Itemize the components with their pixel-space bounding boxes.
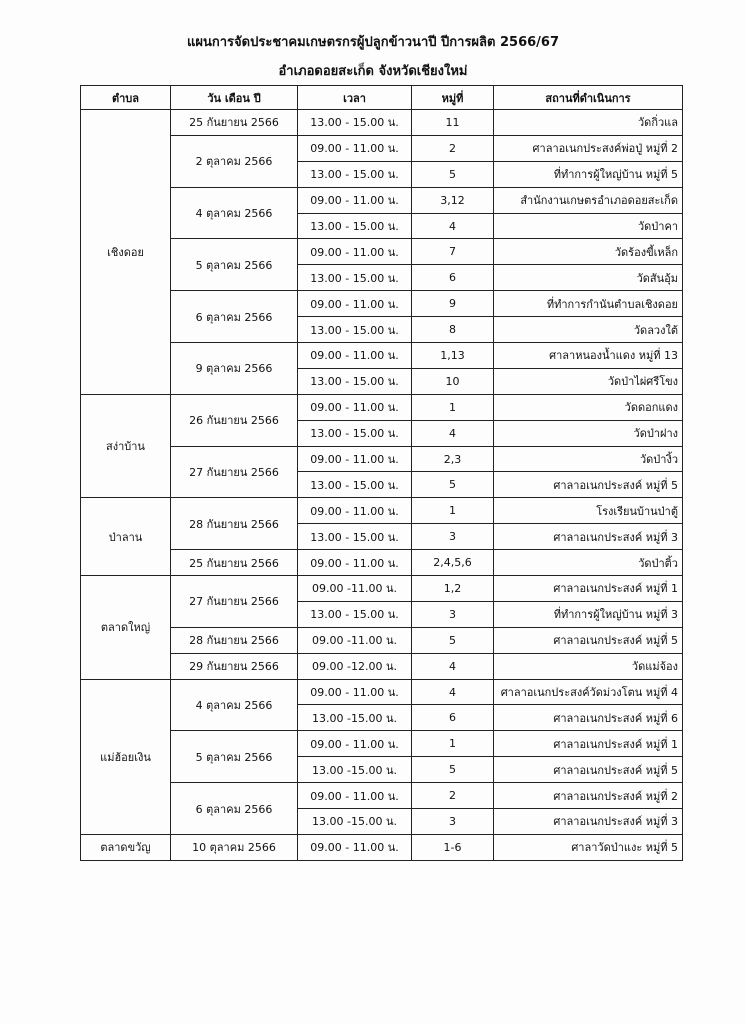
time-cell: 13.00 -15.00 น. — [298, 705, 412, 731]
time-cell: 09.00 - 11.00 น. — [298, 343, 412, 369]
time-cell: 13.00 - 15.00 น. — [298, 161, 412, 187]
place-cell: วัดป่าคา — [494, 213, 683, 239]
table-row — [81, 834, 683, 860]
time-cell: 09.00 - 11.00 น. — [298, 239, 412, 265]
time-cell: 09.00 -11.00 น. — [298, 627, 412, 653]
village-cell: 4 — [412, 679, 494, 705]
date-cell: 6 ตุลาคม 2566 — [171, 291, 298, 343]
village-cell: 4 — [412, 213, 494, 239]
date-cell: 29 กันยายน 2566 — [171, 653, 298, 679]
village-cell: 3 — [412, 524, 494, 550]
place-cell: วัดดอกแดง — [494, 394, 683, 420]
subdistrict-cell: เชิงดอย — [81, 110, 171, 395]
date-cell: 27 กันยายน 2566 — [171, 576, 298, 628]
place-cell: ศาลาอเนกประสงค์ หมู่ที่ 5 — [494, 472, 683, 498]
time-cell: 09.00 - 11.00 น. — [298, 679, 412, 705]
time-cell: 09.00 - 11.00 น. — [298, 498, 412, 524]
table-row — [81, 653, 683, 679]
village-cell: 3 — [412, 601, 494, 627]
village-cell: 4 — [412, 420, 494, 446]
document-title: แผนการจัดประชาคมเกษตรกรผู้ปลูกข้าวนาปี ปีการผลิต 2566/67 — [187, 35, 559, 50]
table-row — [81, 135, 683, 161]
village-cell: 8 — [412, 317, 494, 343]
place-cell: ที่ทำการผู้ใหญ่บ้าน หมู่ที่ 5 — [494, 161, 683, 187]
village-cell: 4 — [412, 653, 494, 679]
column-header-place: สถานที่ดำเนินการ — [494, 86, 683, 110]
place-cell: วัดแม่จ้อง — [494, 653, 683, 679]
village-cell: 5 — [412, 472, 494, 498]
date-cell: 5 ตุลาคม 2566 — [171, 731, 298, 783]
place-cell: ศาลาอเนกประสงค์ หมู่ที่ 1 — [494, 731, 683, 757]
place-cell: วัดป่างิ้ว — [494, 446, 683, 472]
village-cell: 1 — [412, 731, 494, 757]
place-cell: ศาลาวัดป่าแงะ หมู่ที่ 5 — [494, 834, 683, 860]
village-cell: 2 — [412, 783, 494, 809]
subdistrict-cell: แม่ฮ้อยเงิน — [81, 679, 171, 834]
time-cell: 13.00 -15.00 น. — [298, 757, 412, 783]
time-cell: 13.00 - 15.00 น. — [298, 265, 412, 291]
subdistrict-cell: ป่าลาน — [81, 498, 171, 576]
time-cell: 13.00 - 15.00 น. — [298, 110, 412, 136]
subdistrict-cell: ตลาดใหญ่ — [81, 576, 171, 680]
subdistrict-cell: ตลาดขวัญ — [81, 834, 171, 860]
time-cell: 09.00 - 11.00 น. — [298, 187, 412, 213]
place-cell: วัดร้องขี้เหล็ก — [494, 239, 683, 265]
time-cell: 09.00 - 11.00 น. — [298, 446, 412, 472]
date-cell: 4 ตุลาคม 2566 — [171, 187, 298, 239]
village-cell: 1-6 — [412, 834, 494, 860]
column-header-subdistrict: ตำบล — [81, 86, 171, 110]
place-cell: ที่ทำการกำนันตำบลเชิงดอย — [494, 291, 683, 317]
village-cell: 1 — [412, 498, 494, 524]
village-cell: 5 — [412, 627, 494, 653]
time-cell: 13.00 - 15.00 น. — [298, 368, 412, 394]
table-row — [81, 187, 683, 213]
place-cell: วัดลวงใต้ — [494, 317, 683, 343]
table-row — [81, 343, 683, 369]
place-cell: วัดป่าฝาง — [494, 420, 683, 446]
village-cell: 1 — [412, 394, 494, 420]
time-cell: 13.00 - 15.00 น. — [298, 317, 412, 343]
time-cell: 09.00 -11.00 น. — [298, 576, 412, 602]
date-cell: 6 ตุลาคม 2566 — [171, 783, 298, 835]
document-subtitle: อำเภอดอยสะเก็ด จังหวัดเชียงใหม่ — [278, 64, 468, 79]
date-cell: 28 กันยายน 2566 — [171, 627, 298, 653]
time-cell: 09.00 - 11.00 น. — [298, 834, 412, 860]
place-cell: ศาลาอเนกประสงค์ หมู่ที่ 3 — [494, 809, 683, 835]
time-cell: 13.00 -15.00 น. — [298, 809, 412, 835]
column-header-date: วัน เดือน ปี — [171, 86, 298, 110]
village-cell: 7 — [412, 239, 494, 265]
village-cell: 2,3 — [412, 446, 494, 472]
time-cell: 13.00 - 15.00 น. — [298, 213, 412, 239]
village-cell: 3 — [412, 809, 494, 835]
place-cell: ศาลาหนองน้ำแดง หมู่ที่ 13 — [494, 343, 683, 369]
place-cell: ศาลาอเนกประสงค์ หมู่ที่ 5 — [494, 627, 683, 653]
village-cell: 5 — [412, 161, 494, 187]
village-cell: 1,13 — [412, 343, 494, 369]
time-cell: 13.00 - 15.00 น. — [298, 601, 412, 627]
time-cell: 09.00 -12.00 น. — [298, 653, 412, 679]
date-cell: 26 กันยายน 2566 — [171, 394, 298, 446]
place-cell: สำนักงานเกษตรอำเภอดอยสะเก็ด — [494, 187, 683, 213]
village-cell: 10 — [412, 368, 494, 394]
table-row — [81, 679, 683, 705]
village-cell: 9 — [412, 291, 494, 317]
time-cell: 09.00 - 11.00 น. — [298, 394, 412, 420]
column-header-time: เวลา — [298, 86, 412, 110]
table-row — [81, 110, 683, 136]
subdistrict-cell: สง่าบ้าน — [81, 394, 171, 498]
place-cell: ศาลาอเนกประสงค์ หมู่ที่ 6 — [494, 705, 683, 731]
place-cell: ศาลาอเนกประสงค์ หมู่ที่ 5 — [494, 757, 683, 783]
time-cell: 13.00 - 15.00 น. — [298, 420, 412, 446]
table-header-row — [81, 86, 683, 110]
place-cell: โรงเรียนบ้านป่าตู้ — [494, 498, 683, 524]
village-cell: 6 — [412, 705, 494, 731]
village-cell: 3,12 — [412, 187, 494, 213]
time-cell: 09.00 - 11.00 น. — [298, 135, 412, 161]
village-cell: 11 — [412, 110, 494, 136]
column-header-village: หมู่ที่ — [412, 86, 494, 110]
date-cell: 9 ตุลาคม 2566 — [171, 343, 298, 395]
table-body — [81, 110, 683, 861]
village-cell: 1,2 — [412, 576, 494, 602]
table-row — [81, 394, 683, 420]
date-cell: 25 กันยายน 2566 — [171, 550, 298, 576]
date-cell: 10 ตุลาคม 2566 — [171, 834, 298, 860]
place-cell: วัดสันอุ้ม — [494, 265, 683, 291]
date-cell: 27 กันยายน 2566 — [171, 446, 298, 498]
village-cell: 5 — [412, 757, 494, 783]
time-cell: 09.00 - 11.00 น. — [298, 291, 412, 317]
village-cell: 2,4,5,6 — [412, 550, 494, 576]
place-cell: ศาลาอเนกประสงค์ หมู่ที่ 3 — [494, 524, 683, 550]
time-cell: 13.00 - 15.00 น. — [298, 524, 412, 550]
time-cell: 09.00 - 11.00 น. — [298, 550, 412, 576]
table-row — [81, 627, 683, 653]
schedule-table — [80, 85, 683, 861]
table-row — [81, 550, 683, 576]
place-cell: ศาลาอเนกประสงค์พ่อปู่ หมู่ที่ 2 — [494, 135, 683, 161]
table-row — [81, 291, 683, 317]
place-cell: ศาลาอเนกประสงค์ หมู่ที่ 1 — [494, 576, 683, 602]
place-cell: วัดป่าไผ่ศรีโขง — [494, 368, 683, 394]
table-row — [81, 498, 683, 524]
date-cell: 5 ตุลาคม 2566 — [171, 239, 298, 291]
date-cell: 25 กันยายน 2566 — [171, 110, 298, 136]
place-cell: วัดป่าติ้ว — [494, 550, 683, 576]
date-cell: 4 ตุลาคม 2566 — [171, 679, 298, 731]
village-cell: 6 — [412, 265, 494, 291]
time-cell: 09.00 - 11.00 น. — [298, 783, 412, 809]
table-row — [81, 783, 683, 809]
table-row — [81, 731, 683, 757]
date-cell: 28 กันยายน 2566 — [171, 498, 298, 550]
place-cell: ที่ทำการผู้ใหญ่บ้าน หมู่ที่ 3 — [494, 601, 683, 627]
table-row — [81, 239, 683, 265]
time-cell: 13.00 - 15.00 น. — [298, 472, 412, 498]
village-cell: 2 — [412, 135, 494, 161]
date-cell: 2 ตุลาคม 2566 — [171, 135, 298, 187]
place-cell: ศาลาอเนกประสงค์วัดม่วงโตน หมู่ที่ 4 — [494, 679, 683, 705]
table-row — [81, 446, 683, 472]
place-cell: วัดกิ่วแล — [494, 110, 683, 136]
table-row — [81, 576, 683, 602]
time-cell: 09.00 - 11.00 น. — [298, 731, 412, 757]
place-cell: ศาลาอเนกประสงค์ หมู่ที่ 2 — [494, 783, 683, 809]
